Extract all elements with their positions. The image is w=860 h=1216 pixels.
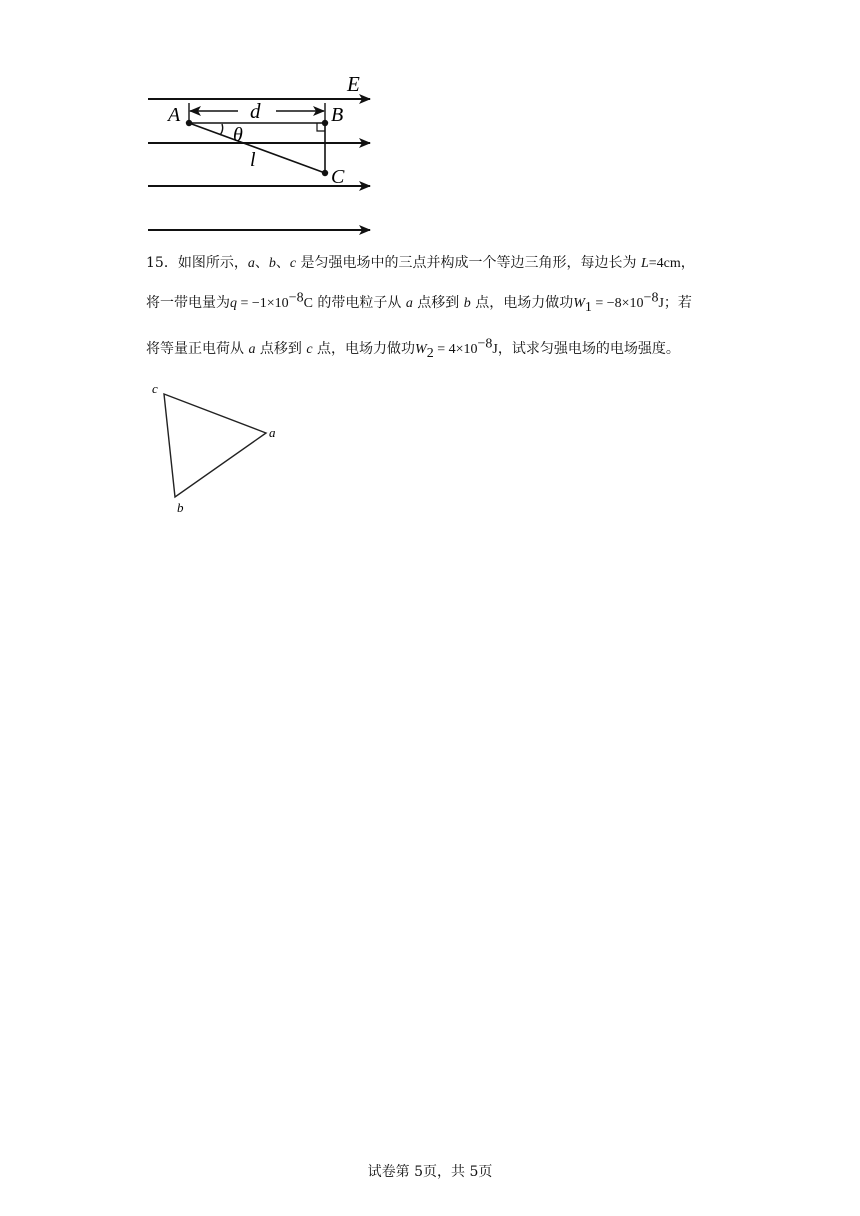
var-q: q — [230, 296, 237, 311]
triangle-figure — [148, 378, 283, 516]
var-c: c — [306, 342, 313, 357]
label-l: l — [250, 149, 256, 171]
text-run: ，试求匀强电场的电场强度。 — [497, 341, 680, 357]
angle-arc — [220, 124, 223, 135]
label-theta: θ — [233, 124, 243, 146]
work2-value: = 4×10 — [433, 342, 478, 357]
charge-exponent: −8 — [288, 290, 304, 306]
point-a — [186, 120, 192, 126]
text-run: 点，电场力做功 — [312, 341, 416, 357]
work1-exponent: −8 — [643, 290, 659, 306]
label-d: d — [250, 99, 261, 123]
work2-unit: J — [492, 342, 498, 357]
text-run: 、 — [254, 255, 269, 271]
var-b: b — [268, 256, 276, 271]
text-run: 点移到 — [255, 341, 307, 357]
length-value: =4cm， — [648, 256, 695, 271]
point-c — [322, 170, 328, 176]
text-run: 点，电场力做功 — [470, 295, 574, 311]
var-a: a — [248, 342, 256, 357]
triangle-abc — [164, 394, 266, 497]
var-a: a — [405, 296, 413, 311]
var-c: c — [289, 256, 297, 271]
work2-exponent: −8 — [477, 336, 493, 352]
label-b: B — [331, 104, 344, 126]
text-run: 如图所示， — [177, 255, 248, 271]
problem-line-1 — [146, 253, 695, 274]
problem-line-3 — [146, 336, 680, 361]
text-run: 的带电粒子从 — [312, 295, 406, 311]
text-run: 点移到 — [412, 295, 464, 311]
charge-unit: C — [303, 296, 313, 311]
text-run: 将等量正电荷从 — [146, 341, 249, 357]
var-b: b — [463, 296, 471, 311]
charge-value: = −1×10 — [237, 296, 289, 311]
problem-number: 15． — [146, 255, 178, 271]
label-b: b — [177, 500, 184, 515]
var-l: L — [640, 256, 649, 271]
text-run: 、 — [275, 255, 290, 271]
problem-line-2 — [146, 290, 692, 315]
label-a: A — [168, 104, 181, 126]
segment-ac — [189, 123, 325, 173]
w1-subscript: 1 — [584, 299, 592, 315]
text-run: 将一带电量为 — [146, 295, 230, 311]
label-a: a — [269, 425, 276, 440]
text-run: ；若 — [663, 295, 692, 311]
point-b — [322, 120, 328, 126]
text-run: 是匀强电场中的三点并构成一个等边三角形，每边长为 — [296, 255, 641, 271]
work1-unit: J — [658, 296, 664, 311]
w2-subscript: 2 — [426, 345, 434, 361]
var-a: a — [247, 256, 255, 271]
label-c: C — [331, 166, 345, 188]
label-c: c — [152, 381, 158, 396]
field-diagram-figure — [140, 70, 385, 242]
var-w: W — [415, 342, 427, 357]
work1-value: = −8×10 — [591, 296, 644, 311]
label-e: E — [347, 72, 360, 96]
var-w: W — [573, 296, 585, 311]
page-footer: 试卷第 5页，共 5页 — [367, 1164, 493, 1180]
